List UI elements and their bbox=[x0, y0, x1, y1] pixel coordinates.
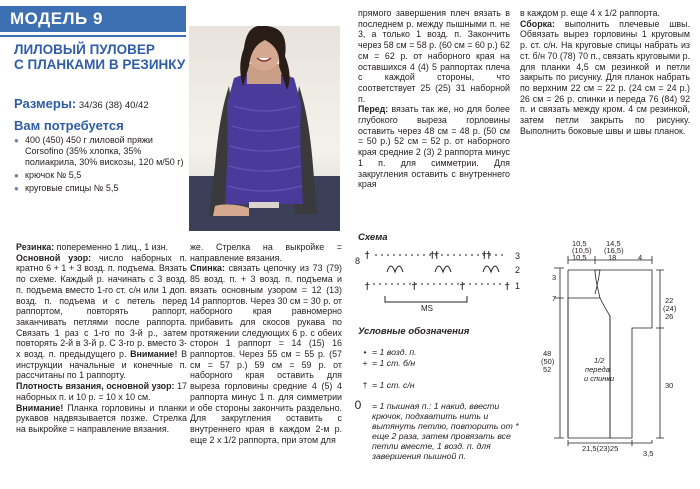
materials-heading: Вам потребуется bbox=[14, 118, 124, 133]
dim-label: 26 bbox=[665, 312, 674, 321]
dim-label: (10,5) bbox=[572, 246, 592, 255]
piece-label: и спинки bbox=[584, 374, 615, 383]
dim-label: 52 bbox=[543, 365, 552, 374]
legend-item: • = 1 возд. п. bbox=[363, 347, 417, 357]
piece-label: переда bbox=[585, 365, 610, 374]
crochet-chart bbox=[355, 244, 530, 314]
legend-heading: Условные обозначения bbox=[358, 326, 470, 337]
pattern-diagram bbox=[540, 238, 695, 458]
sizes-value: 34/36 (38) 40/42 bbox=[78, 100, 149, 111]
legend-item: 0 = 1 пышная п.: 1 накид, ввести крючок, подхватить нить и вытянуть петлю, повторить от * еще 2 раза, затем провязать все петли вместе, 1 возд. п. для завершения пышной п. bbox=[354, 398, 519, 461]
paragraph: Перед: вязать так же, но для более глубокого выреза горловины оставить через 48 см = 48 р. (50 см = 50 р.) 52 см = 52 р. от наборного края средние 2 (3) 2 раппорта минус 1 п. для симметрии. Для закругления оставить с внутреннего края bbox=[358, 104, 510, 190]
instructions-column-4 bbox=[520, 8, 690, 136]
dim-label: 21,5(23)25 bbox=[582, 444, 619, 453]
page-title bbox=[14, 42, 186, 72]
header-divider bbox=[0, 35, 186, 37]
sizes-line bbox=[14, 96, 149, 111]
title-line-2: С ПЛАНКАМИ В РЕЗИНКУ bbox=[14, 57, 186, 72]
svg-text:ϯϯ: ϯϯ bbox=[430, 250, 440, 262]
title-line-1: ЛИЛОВЫЙ ПУЛОВЕР bbox=[14, 42, 155, 57]
row-number: 2 bbox=[515, 265, 521, 275]
paragraph: прямого завершения плеч вязать в последнем р. между пышными п. не 3, а только 1 возд. п. Закончить через 58 см = 58 р. (60 см = 60 р.) 62 см = 62 р. от наборного края на оставшихся 4 (4) 5 раппортах плеча с каждой стороны, что соответствует 25 (25) 31 наборной п. bbox=[358, 8, 510, 104]
instructions-column-2 bbox=[190, 242, 342, 445]
paragraph: Резинка: попеременно 1 лиц., 1 изн. bbox=[16, 242, 169, 252]
dim-label: 30 bbox=[665, 381, 674, 390]
row-number: 1 bbox=[515, 281, 521, 291]
chart-row-3 bbox=[365, 250, 505, 262]
dim-label: 48 bbox=[543, 349, 552, 358]
material-item: ● 400 (450) 450 г лиловой пряжи Corsofino (35% хлопка, 35% полиакрила, 30% вискозы, 120 м/50 г) bbox=[14, 135, 186, 168]
legend-item: † = 1 ст. с/н bbox=[362, 380, 415, 390]
dim-label: (50) bbox=[541, 357, 555, 366]
svg-text:ϯ: ϯ bbox=[365, 250, 370, 262]
piece-label: 1/2 bbox=[594, 356, 605, 365]
paragraph: Спинка: связать цепочку из 73 (79) 85 возд. п. + 3 возд. п. подъема и вязать основным узором = 12 (13) 14 раппортов. Через 30 см = 30 р. от наборного края равномерно прибавить для скосов рукава по протяжении следующих 6 р. с обеих сторон 1 раппорт = 14 (15) 16 раппортов. Через 55 см = 55 р. (57 см = 57 р.) 59 см = 59 р. от наборного края оставить для выреза горловины средние 4 (5) 4 раппорта минус 1 п. для симметрии и обе стороны закончить раздельно. Для закругления оставить с внутреннего края в каждом 2-м р. еще 2 х 1/2 раппорта, при этом для bbox=[190, 263, 342, 445]
dim-label: 3,5 bbox=[643, 449, 654, 458]
model-photo-illustration bbox=[189, 26, 340, 231]
instructions-column-1 bbox=[16, 242, 187, 435]
dim-label: 22 bbox=[665, 296, 674, 305]
dim-label: 10,5 bbox=[572, 253, 587, 262]
dim-label: 18 bbox=[608, 253, 617, 262]
legend-item: + = 1 ст. б/н bbox=[362, 358, 416, 368]
model-photo bbox=[189, 26, 340, 231]
paragraph: Плотность вязания, основной узор: 17 наборных п. и 10 р. = 10 х 10 см. bbox=[16, 381, 187, 402]
material-item: ● крючок № 5,5 bbox=[14, 170, 186, 181]
svg-text:ϯϯ: ϯϯ bbox=[482, 250, 492, 262]
svg-text:ϯ: ϯ bbox=[460, 281, 465, 293]
svg-text:8: 8 bbox=[355, 256, 361, 266]
rapport-label: MS bbox=[421, 304, 433, 313]
dim-label: (24) bbox=[663, 304, 677, 313]
chart-row-2 bbox=[387, 266, 499, 272]
material-item: ● круговые спицы № 5,5 bbox=[14, 183, 186, 194]
paragraph: Сборка: выполнить плечевые швы. Обвязать вырез горловины 1 круговым р. ст. с/н. На круговые спицы набрать из ст. б/н 70 (78) 70 п., связать круговыми р. для планки 4,5 см резинкой и петли закрыть по рисунку. Для планок набрать по верхним 22 см = 22 р. (24 см = 24 р.) 26 см = 26 р. спинки и переда 76 (84) 92 п. и связать между кром. 4 см резинкой, затем петли закрыть по рисунку. Выполнить боковые швы и швы планок. bbox=[520, 18, 690, 136]
paragraph: же. Стрелка на выкройке = направление вязания. bbox=[190, 242, 342, 263]
chart-row-1 bbox=[365, 281, 510, 293]
svg-text:ϯ: ϯ bbox=[412, 281, 417, 293]
sizes-label: Размеры: bbox=[14, 96, 77, 111]
dim-label: 3 bbox=[552, 273, 557, 282]
materials-list bbox=[14, 135, 186, 196]
row-number: 3 bbox=[515, 251, 521, 261]
svg-text:ϯ: ϯ bbox=[505, 281, 510, 293]
model-number: МОДЕЛЬ 9 bbox=[10, 9, 103, 28]
model-number-banner bbox=[0, 6, 186, 32]
dim-label: 7 bbox=[552, 294, 557, 303]
paragraph: Внимание! Планка горловины и планки рукавов надвязывается позже. Стрелка на выкройке = направление вязания. bbox=[16, 402, 187, 434]
paragraph: в каждом р. еще 4 х 1/2 раппорта. bbox=[520, 8, 660, 18]
dim-label: 14,5 bbox=[606, 239, 621, 248]
schema-heading: Схема bbox=[358, 232, 388, 243]
dim-label: (16,5) bbox=[604, 246, 624, 255]
svg-text:ϯ: ϯ bbox=[365, 281, 370, 293]
paragraph: Основной узор: число наборных п. кратно 6 + 1 + 3 возд. п. подъема. Вязать по схеме. Каждый р. начинать с 3 возд. п. подъема вместо 1-го ст. с/н или 1 доп. возд. п. подъема и с петель перед раппортом, повторять раппорт, заканчивать петлями после раппорта. Связать 1 раз с 1-го по 3-й р., затем повторять 2-й в 3-й р. С 3-го р. вместо 3-х возд. п. предыдущего р. Внимание! В инструкции начальные и конечные п. рассчитаны по 1 раппорту. bbox=[16, 252, 187, 381]
dim-label: 10,5 bbox=[572, 239, 587, 248]
instructions-column-3 bbox=[358, 8, 510, 190]
dim-label: 4 bbox=[638, 253, 643, 262]
